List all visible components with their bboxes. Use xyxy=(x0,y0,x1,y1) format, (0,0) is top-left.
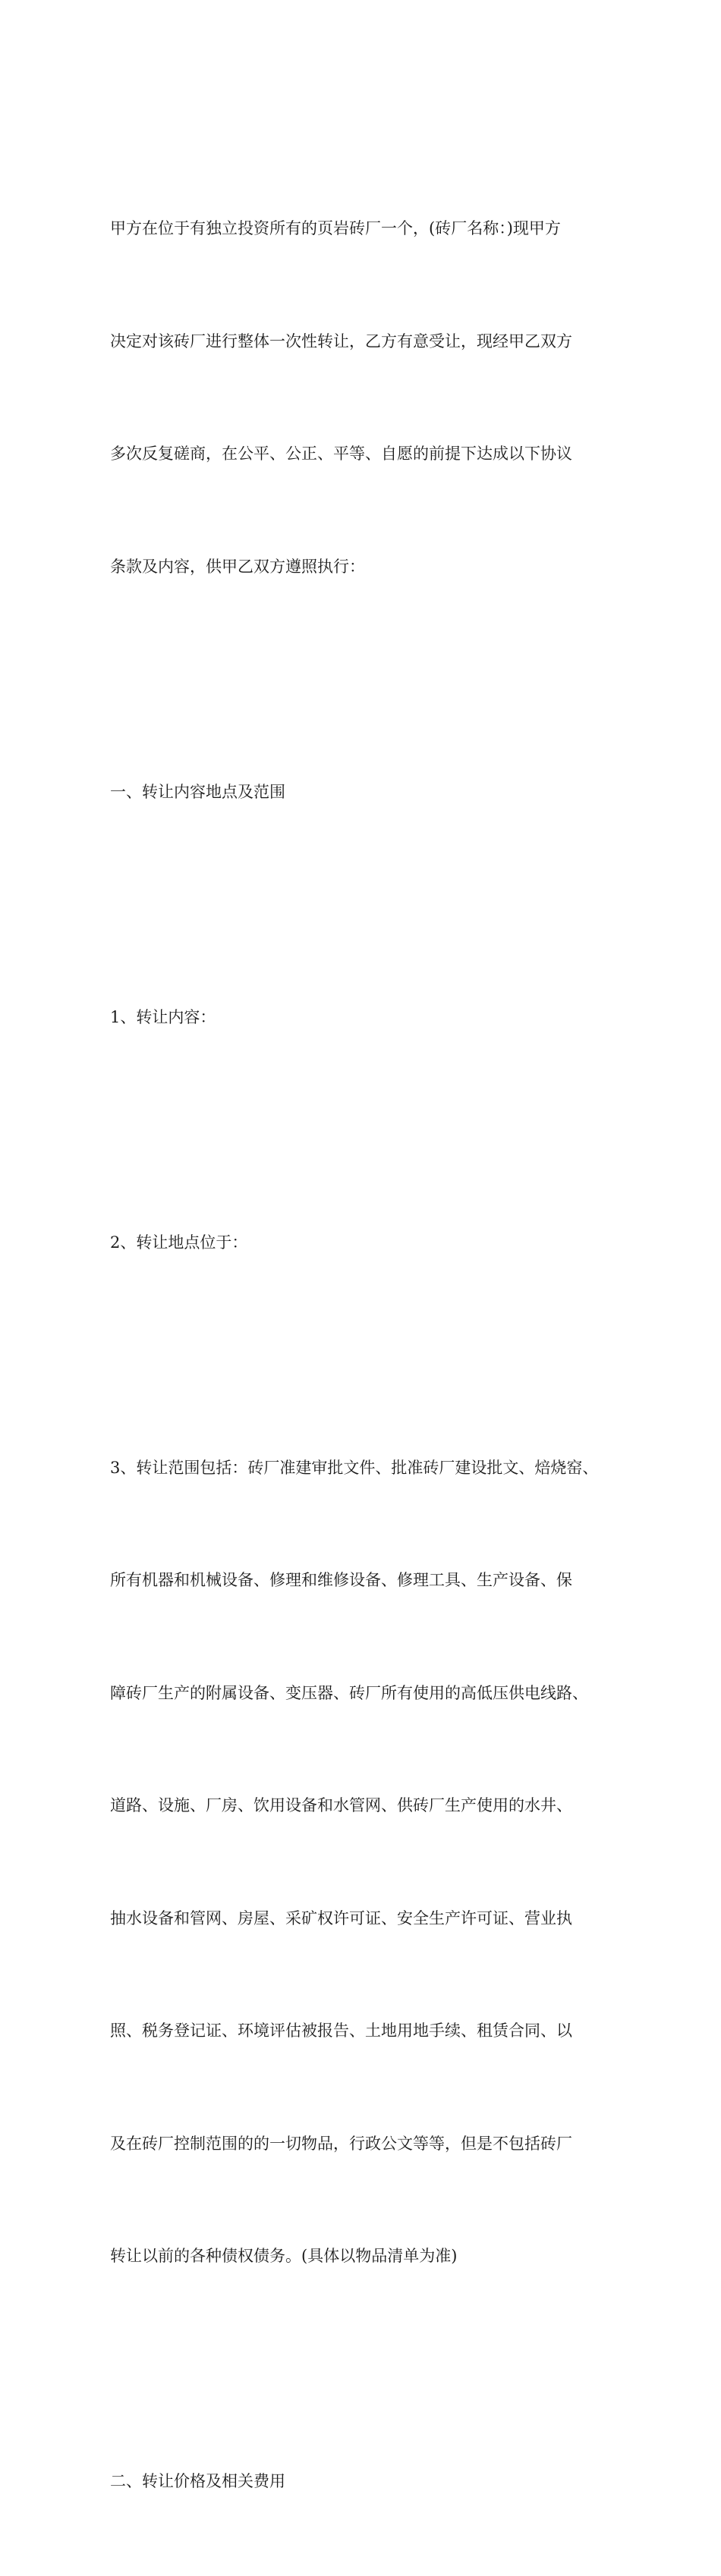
intro-paragraph xyxy=(110,135,626,661)
intro-line: 甲方在位于有独立投资所有的页岩砖厂一个，(砖厂名称：)现甲方 xyxy=(110,219,561,237)
paragraph-gap xyxy=(110,1111,626,1149)
item-line: 照、税务登记证、环境评估被报告、土地用地手续、租赁合同、以 xyxy=(110,2022,572,2040)
paragraph-gap xyxy=(110,1337,626,1374)
section-heading-transfer-scope xyxy=(110,699,626,887)
item-text: 2、转让地点位于： xyxy=(110,1233,248,1252)
item-line: 3、转让范围包括：砖厂准建审批文件、批准砖厂建设批文、焙烧窑、 xyxy=(110,1458,599,1477)
item-line: 抽水设备和管网、房屋、采矿权许可证、安全生产许可证、营业执 xyxy=(110,1908,572,1927)
item-transfer-content xyxy=(110,924,626,1112)
paragraph-gap xyxy=(110,886,626,924)
intro-line: 多次反复磋商，在公平、公正、平等、自愿的前提下达成以下协议 xyxy=(110,445,572,463)
item-line: 障砖厂生产的附属设备、变压器、砖厂所有使用的高低压供电线路、 xyxy=(110,1683,588,1702)
item-transfer-range xyxy=(110,1374,626,2351)
item-text: 1、转让内容： xyxy=(110,1007,216,1026)
item-transfer-location xyxy=(110,1149,626,1337)
item-line: 及在砖厂控制范围的的一切物品，行政公文等等，但是不包括砖厂 xyxy=(110,2134,572,2153)
item-line: 转让以前的各种债权债务。(具体以物品清单为准) xyxy=(110,2247,458,2265)
paragraph-gap xyxy=(110,661,626,699)
section-heading-price-fees xyxy=(110,2388,626,2576)
section-heading-text: 一、转让内容地点及范围 xyxy=(110,782,285,801)
item-line: 道路、设施、厂房、饮用设备和水管网、供砖厂生产使用的水井、 xyxy=(110,1796,572,1814)
document-body xyxy=(110,135,626,2576)
intro-line: 决定对该砖厂进行整体一次性转让，乙方有意受让，现经甲乙双方 xyxy=(110,331,572,350)
intro-line: 条款及内容，供甲乙双方遵照执行： xyxy=(110,557,365,576)
item-line: 所有机器和机械设备、修理和维修设备、修理工具、生产设备、保 xyxy=(110,1571,572,1589)
section-heading-text: 二、转让价格及相关费用 xyxy=(110,2472,285,2490)
paragraph-gap xyxy=(110,2351,626,2389)
